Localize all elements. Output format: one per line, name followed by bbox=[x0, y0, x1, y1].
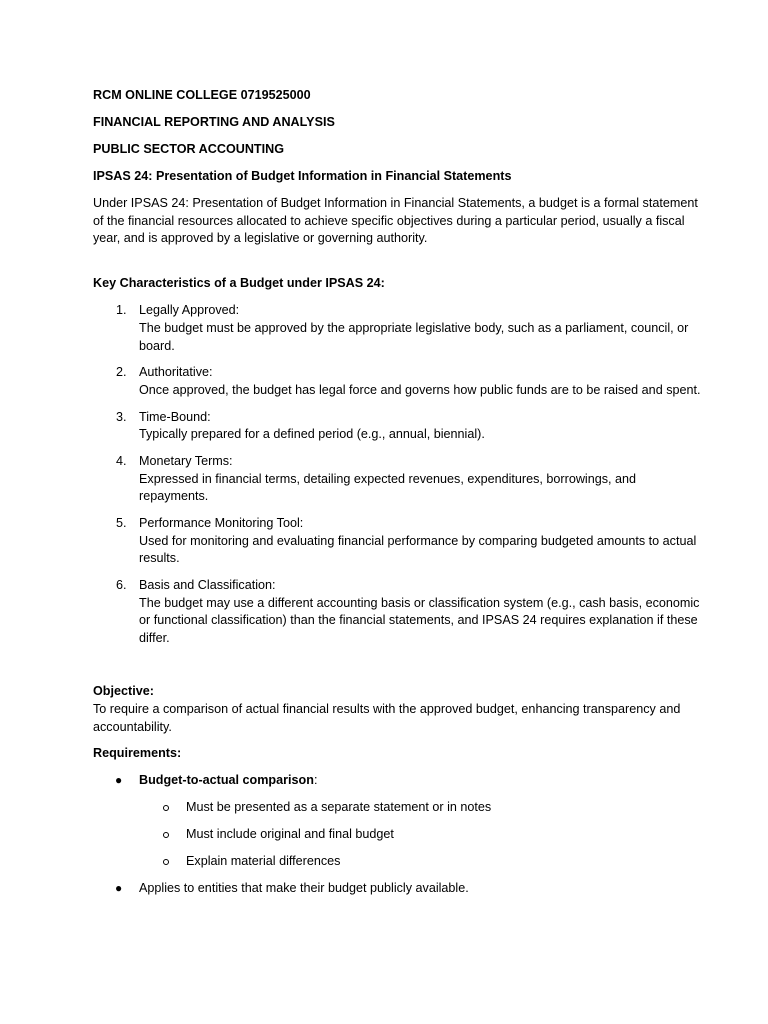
objective-text: To require a comparison of actual financial results with the approved budget, enhancing transparency and accountability. bbox=[93, 701, 681, 734]
list-item bbox=[93, 409, 708, 444]
circle-bullet-icon bbox=[163, 859, 169, 865]
requirements-heading: Requirements: bbox=[93, 746, 182, 761]
list-item bbox=[139, 826, 708, 844]
item-text: Once approved, the budget has legal force and governs how public funds are to be raised and spent. bbox=[139, 382, 701, 397]
item-title: Authoritative: bbox=[139, 365, 213, 380]
requirements-list bbox=[93, 772, 708, 898]
objective-heading: Objective: bbox=[93, 684, 154, 699]
item-title: Monetary Terms: bbox=[139, 454, 233, 469]
list-number: 5. bbox=[116, 516, 127, 530]
item-title: Time-Bound: bbox=[139, 409, 211, 424]
list-item bbox=[93, 515, 708, 568]
list-number: 1. bbox=[116, 303, 127, 318]
item-text: The budget may use a different accounting basis or classification system (e.g., cash basis, economic or functional classification) than the financial statements, and IPSAS 24 requires explanation if these differ. bbox=[139, 595, 700, 645]
list-item bbox=[93, 302, 708, 355]
item-text: Used for monitoring and evaluating financial performance by comparing budgeted amounts to actual results. bbox=[139, 533, 697, 566]
item-text: The budget must be approved by the appropriate legislative body, such as a parliament, council, or board. bbox=[139, 320, 689, 353]
sub-item-text: Must be presented as a separate statement or in notes bbox=[186, 799, 492, 814]
topic-title: PUBLIC SECTOR ACCOUNTING bbox=[93, 141, 285, 156]
item-text: Typically prepared for a defined period (e.g., annual, biennial). bbox=[139, 427, 485, 442]
list-number: 4. bbox=[116, 454, 127, 469]
document-title: IPSAS 24: Presentation of Budget Information in Financial Statements bbox=[93, 168, 512, 183]
characteristics-list bbox=[93, 302, 708, 647]
item-title: Basis and Classification: bbox=[139, 577, 276, 592]
bullet-icon: ● bbox=[115, 772, 123, 787]
list-item bbox=[139, 853, 708, 871]
sub-item-text: Explain material differences bbox=[186, 853, 341, 868]
requirement-colon: : bbox=[313, 772, 318, 787]
sub-list bbox=[139, 799, 708, 871]
list-number: 6. bbox=[116, 577, 127, 592]
list-item bbox=[93, 880, 708, 898]
requirement-label: Budget-to-actual comparison bbox=[139, 772, 314, 787]
college-name: RCM ONLINE COLLEGE 0719525000 bbox=[93, 88, 311, 102]
circle-bullet-icon bbox=[163, 805, 169, 811]
requirement-text: Applies to entities that make their budget publicly available. bbox=[139, 880, 469, 895]
bullet-icon: ● bbox=[115, 880, 123, 895]
list-number: 3. bbox=[116, 409, 127, 424]
intro-paragraph: Under IPSAS 24: Presentation of Budget Information in Financial Statements, a budget is a formal statement of the financial resources allocated to achieve specific objectives during a particular period, usually a fiscal year, and is approved by a legislative or governing authority. bbox=[93, 195, 698, 246]
list-item bbox=[93, 577, 708, 647]
course-title: FINANCIAL REPORTING AND ANALYSIS bbox=[93, 114, 335, 129]
sub-item-text: Must include original and final budget bbox=[186, 826, 394, 841]
item-title: Legally Approved: bbox=[139, 303, 240, 318]
list-item bbox=[93, 772, 708, 871]
list-number: 2. bbox=[116, 365, 127, 380]
item-title: Performance Monitoring Tool: bbox=[139, 516, 304, 530]
list-item bbox=[139, 799, 708, 817]
characteristics-heading: Key Characteristics of a Budget under IPSAS 24: bbox=[93, 275, 385, 290]
list-item bbox=[93, 364, 708, 399]
list-item bbox=[93, 453, 708, 506]
circle-bullet-icon bbox=[163, 832, 169, 838]
item-text: Expressed in financial terms, detailing expected revenues, expenditures, borrowings, and repayments. bbox=[139, 471, 637, 504]
